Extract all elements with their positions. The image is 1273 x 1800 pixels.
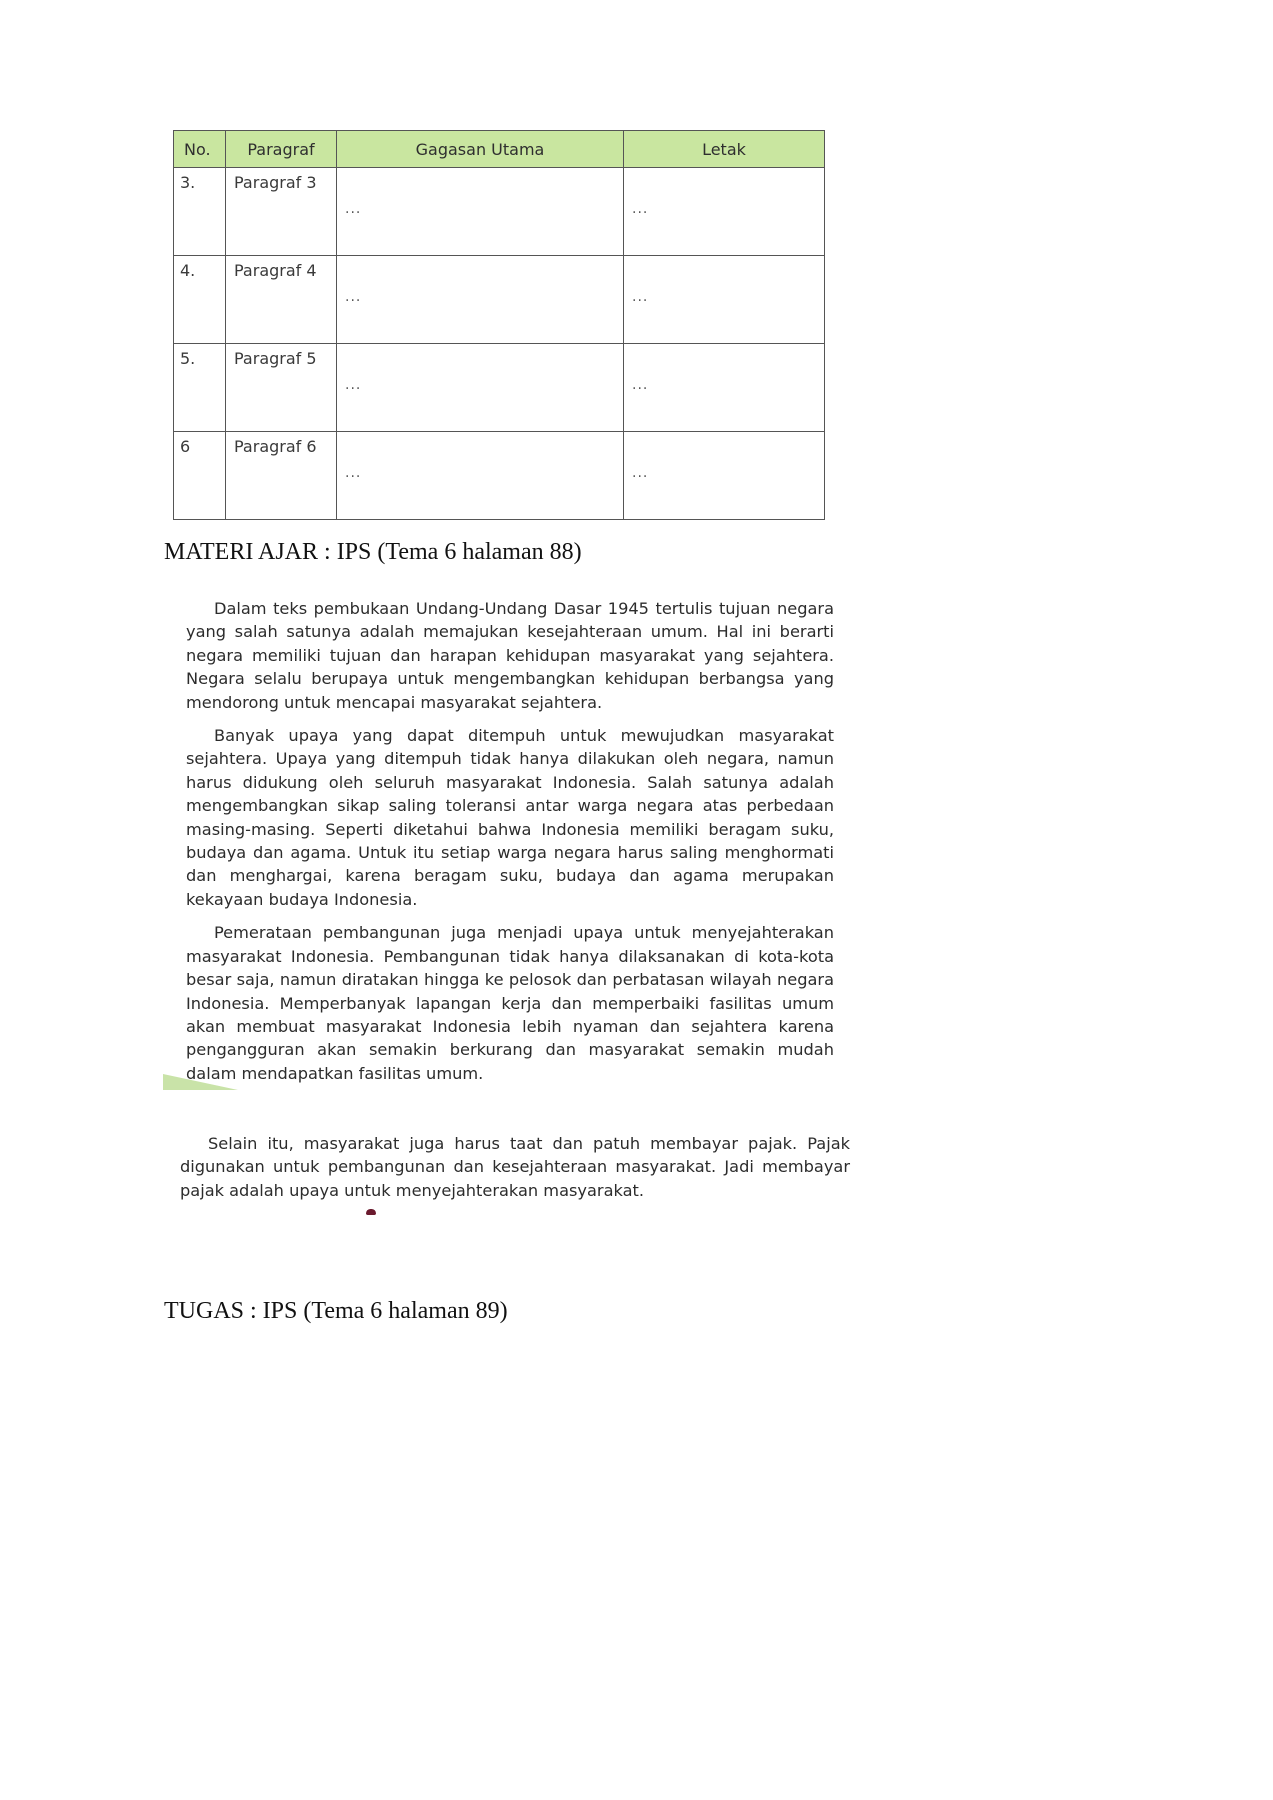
gagasan-blank: ... [345, 377, 362, 393]
gagasan-blank: ... [345, 465, 362, 481]
passage-paragraph-1: Dalam teks pembukaan Undang-Undang Dasar 1945 tertulis tujuan negara yang salah satunya adalah memajukan kesejahteraan umum. Hal ini berarti negara memiliki tujuan dan harapan kehidupan masyarakat yang sejahtera. Negara selalu berupaya untuk mengembangkan kehidupan berbangsa yang mendorong untuk mencapai masyarakat sejahtera. [186, 599, 834, 712]
row-number: 6 [174, 432, 226, 520]
letak-cell [624, 344, 825, 432]
table-row [174, 256, 825, 344]
header-letak: Letak [624, 131, 825, 168]
letak-cell [624, 432, 825, 520]
row-paragraf: Paragraf 6 [226, 432, 337, 520]
reading-passage [186, 597, 834, 1095]
gagasan-blank: ... [345, 289, 362, 305]
row-paragraf: Paragraf 3 [226, 168, 337, 256]
header-gagasan-utama: Gagasan Utama [337, 131, 624, 168]
main-idea-table [173, 130, 825, 520]
gagasan-blank: ... [345, 201, 362, 217]
tugas-heading: TUGAS : IPS (Tema 6 halaman 89) [164, 1298, 508, 1324]
gagasan-cell [337, 256, 624, 344]
gagasan-cell [337, 432, 624, 520]
reading-passage-continued [180, 1132, 850, 1212]
letak-cell [624, 168, 825, 256]
table-row [174, 168, 825, 256]
header-no: No. [174, 131, 226, 168]
table-row [174, 432, 825, 520]
row-number: 5. [174, 344, 226, 432]
passage-closing-paragraph: Selain itu, masyarakat juga harus taat dan patuh membayar pajak. Pajak digunakan untuk pembangunan dan kesejahteraan masyarakat. Jadi membayar pajak adalah upaya untuk menyejahterakan masyarakat. [180, 1134, 850, 1200]
row-number: 4. [174, 256, 226, 344]
row-paragraf: Paragraf 5 [226, 344, 337, 432]
header-paragraf: Paragraf [226, 131, 337, 168]
passage-paragraph-2: Banyak upaya yang dapat ditempuh untuk mewujudkan masyarakat sejahtera. Upaya yang ditempuh tidak hanya dilakukan oleh negara, namun harus didukung oleh seluruh masyarakat Indonesia. Salah satunya adalah mengembangkan sikap saling toleransi antar warga negara atas perbedaan masing-masing. Seperti diketahui bahwa Indonesia memiliki beragam suku, budaya dan agama. Untuk itu setiap warga negara harus saling menghormati dan menghargai, karena beragam suku, budaya dan agama merupakan kekayaan budaya Indonesia. [186, 726, 834, 909]
materi-ajar-heading: MATERI AJAR : IPS (Tema 6 halaman 88) [164, 539, 582, 565]
row-number: 3. [174, 168, 226, 256]
table-row [174, 344, 825, 432]
scan-mark [366, 1209, 376, 1215]
letak-blank: ... [632, 377, 649, 393]
letak-blank: ... [632, 201, 649, 217]
gagasan-cell [337, 168, 624, 256]
passage-paragraph-3: Pemerataan pembangunan juga menjadi upaya untuk menyejahterakan masyarakat Indonesia. Pembangunan tidak hanya dilaksanakan di kota-kota besar saja, namun diratakan hingga ke pelosok dan perbatasan wilayah negara Indonesia. Memperbanyak lapangan kerja dan memperbaiki fasilitas umum akan membuat masyarakat Indonesia lebih nyaman dan sejahtera karena pengangguran akan semakin berkurang dan masyarakat semakin mudah dalam mendapatkan fasilitas umum. [186, 923, 834, 1083]
gagasan-cell [337, 344, 624, 432]
letak-blank: ... [632, 465, 649, 481]
letak-blank: ... [632, 289, 649, 305]
table-header [174, 131, 825, 168]
green-page-corner [163, 1074, 238, 1090]
letak-cell [624, 256, 825, 344]
row-paragraf: Paragraf 4 [226, 256, 337, 344]
